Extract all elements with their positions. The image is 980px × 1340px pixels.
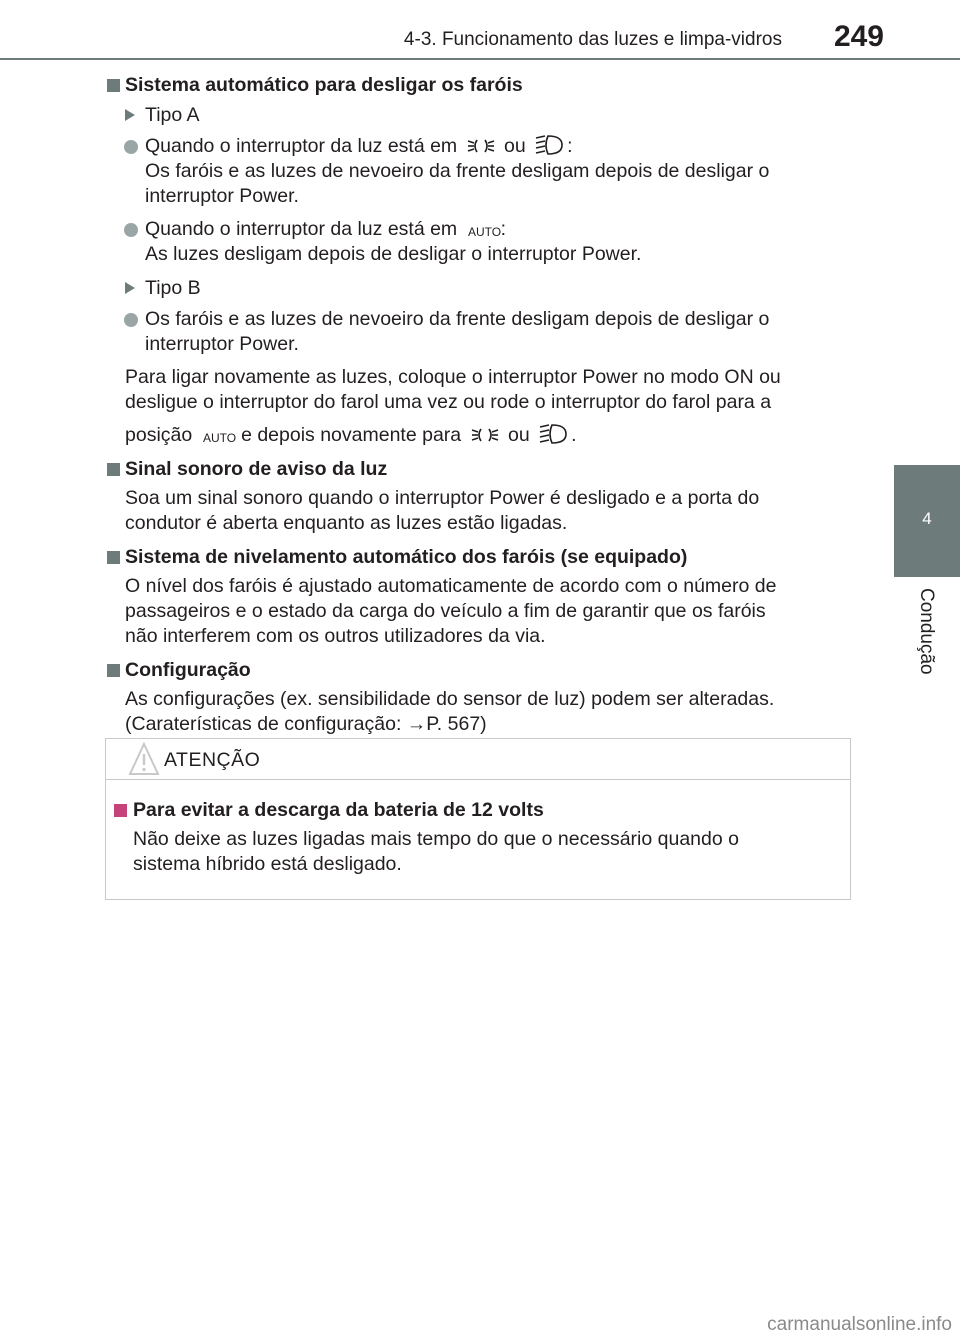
triangle-bullet-icon bbox=[125, 109, 135, 121]
warning-box bbox=[105, 738, 851, 900]
type-b-label: Tipo B bbox=[105, 275, 850, 301]
warning-title: ATENÇÃO bbox=[164, 749, 261, 771]
buzzer-paragraph: Soa um sinal sonoro quando o interruptor Power é desligado e a porta do condutor é aberta enquanto as luzes estão ligadas. bbox=[125, 487, 760, 534]
type-a-label: Tipo A bbox=[105, 102, 850, 128]
square-bullet-icon bbox=[107, 79, 120, 92]
reactivation-paragraph: Para ligar novamente as luzes, coloque o interruptor Power no modo ON ou desligue o interruptor do farol uma vez ou rode o interruptor do farol para a posição AUTO e depois novamente para ou . bbox=[125, 366, 781, 446]
section-heading-leveling: Sistema de nivelamento automático dos faróis (se equipado) bbox=[105, 544, 850, 570]
config-page-link[interactable]: (Caraterísticas de configuração: →P. 567) bbox=[125, 713, 487, 735]
auto-icon bbox=[202, 429, 236, 445]
parking-light-icon bbox=[471, 425, 499, 445]
warning-text: Não deixe as luzes ligadas mais tempo do que o necessário quando o sistema híbrido está desligado. bbox=[133, 828, 739, 875]
chapter-number: 4 bbox=[922, 509, 932, 528]
chapter-tab[interactable] bbox=[894, 465, 960, 577]
headlight-icon bbox=[535, 134, 563, 156]
svg-text:AUTO: AUTO bbox=[202, 431, 236, 445]
leveling-paragraph: O nível dos faróis é ajustado automaticamente de acordo com o número de passageiros e o estado da carga do veículo a fim de garantir que os faróis não interferem com os outros utilizadores da via. bbox=[125, 575, 777, 647]
section-title: 4-3. Funcionamento das luzes e limpa-vidros bbox=[403, 29, 782, 50]
round-bullet-icon bbox=[124, 313, 138, 327]
section-heading-buzzer: Sinal sonoro de aviso da luz bbox=[105, 456, 850, 482]
config-paragraph: As configurações (ex. sensibilidade do sensor de luz) podem ser alteradas. (Caraterísticas de configuração: →P. 567) bbox=[105, 687, 850, 737]
warning-header bbox=[106, 739, 850, 780]
parking-light-icon bbox=[467, 136, 495, 156]
chapter-label: Condução bbox=[916, 588, 937, 675]
bullet-item: Os faróis e as luzes de nevoeiro da frente desligam depois de desligar o interruptor Power. bbox=[105, 307, 850, 357]
page-number: 249 bbox=[833, 20, 884, 53]
warning-heading: Para evitar a descarga da bateria de 12 volts bbox=[106, 797, 850, 823]
auto-icon bbox=[467, 223, 501, 239]
page-header bbox=[0, 0, 960, 62]
square-bullet-icon bbox=[114, 804, 127, 817]
warning-triangle-icon bbox=[128, 741, 160, 777]
headlight-icon bbox=[539, 423, 567, 445]
square-bullet-icon bbox=[107, 664, 120, 677]
triangle-bullet-icon bbox=[125, 282, 135, 294]
round-bullet-icon bbox=[124, 223, 138, 237]
round-bullet-icon bbox=[124, 140, 138, 154]
section-heading-auto-off: Sistema automático para desligar os faróis bbox=[105, 72, 850, 98]
bullet-item: Quando o interruptor da luz está em ou : Os faróis e as luzes de nevoeiro da frente desligam depois de desligar o interruptor Power. bbox=[105, 134, 850, 209]
page-content bbox=[105, 70, 850, 745]
square-bullet-icon bbox=[107, 551, 120, 564]
square-bullet-icon bbox=[107, 463, 120, 476]
footer-watermark: carmanualsonline.info bbox=[767, 1314, 952, 1335]
svg-text:AUTO: AUTO bbox=[467, 225, 501, 239]
header-rule bbox=[0, 58, 960, 60]
bullet-item: Quando o interruptor da luz está em AUTO : As luzes desligam depois de desligar o interruptor Power. bbox=[105, 217, 850, 267]
warning-body bbox=[106, 797, 850, 877]
chapter-label-wrap bbox=[874, 588, 980, 694]
section-heading-config: Configuração bbox=[105, 657, 850, 683]
